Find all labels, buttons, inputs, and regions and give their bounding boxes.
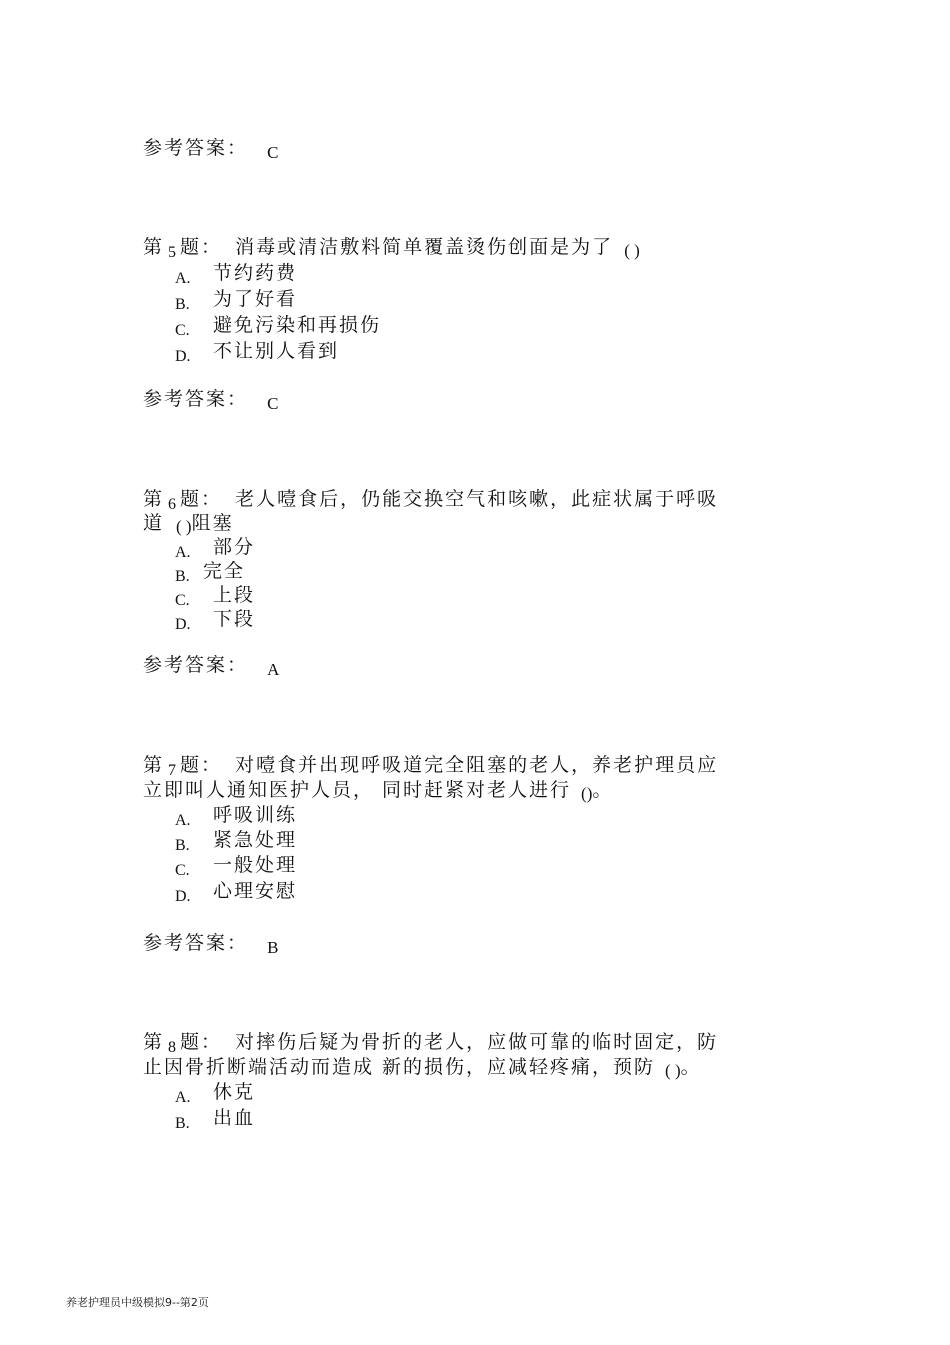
question-suffix: 题： xyxy=(180,236,223,258)
option-d xyxy=(175,604,255,631)
option-letter: D. xyxy=(175,348,191,365)
option-text: 出血 xyxy=(213,1107,256,1129)
question-suffix: 题： xyxy=(180,1031,223,1053)
option-letter: A. xyxy=(175,1089,191,1106)
option-a xyxy=(175,800,297,827)
option-letter: B. xyxy=(175,568,190,585)
question-7-stem-line1 xyxy=(143,750,718,777)
answer-value: C xyxy=(267,143,279,162)
option-letter: A. xyxy=(175,812,191,829)
answer-line-q5 xyxy=(143,384,278,411)
answer-value: C xyxy=(267,394,279,413)
question-text: 消毒或清洁敷料简单覆盖烫伤创面是为了 xyxy=(235,236,614,258)
question-text-end: 。 xyxy=(680,1056,702,1078)
question-text: 对噎食并出现呼吸道完全阻塞的老人，养老护理员应 xyxy=(235,754,719,776)
question-prefix: 第 xyxy=(143,488,165,510)
answer-label: 参考答案： xyxy=(143,654,249,676)
option-text: 下段 xyxy=(213,608,256,630)
question-text: 对摔伤后疑为骨折的老人，应做可靠的临时固定，防 xyxy=(235,1031,719,1053)
option-text: 为了好看 xyxy=(213,288,298,310)
option-letter: D. xyxy=(175,888,191,905)
question-number: 7 xyxy=(168,762,177,779)
question-suffix: 题： xyxy=(180,488,223,510)
option-b xyxy=(175,284,297,311)
option-a xyxy=(175,1077,255,1104)
question-6-stem-line2 xyxy=(143,508,234,535)
question-blank: () xyxy=(581,784,593,803)
answer-line-q6 xyxy=(143,650,279,677)
option-letter: C. xyxy=(175,592,190,609)
option-text: 部分 xyxy=(213,536,256,558)
option-b xyxy=(175,1103,255,1130)
answer-value: B xyxy=(267,938,279,957)
question-7-stem-line2 xyxy=(143,775,613,802)
question-number: 8 xyxy=(168,1039,177,1056)
option-c xyxy=(175,310,381,337)
option-c xyxy=(175,850,297,877)
option-a xyxy=(175,258,297,285)
option-text: 避免污染和再损伤 xyxy=(213,314,382,336)
option-text: 呼吸训练 xyxy=(213,804,298,826)
option-letter: B. xyxy=(175,1115,190,1132)
question-5-stem xyxy=(143,232,640,259)
option-c xyxy=(175,580,255,607)
option-letter: B. xyxy=(175,837,190,854)
question-prefix: 第 xyxy=(143,1031,165,1053)
option-text: 心理安慰 xyxy=(213,880,298,902)
question-number: 6 xyxy=(168,496,177,513)
answer-line-q4 xyxy=(143,133,278,160)
question-number: 5 xyxy=(168,244,177,261)
answer-label: 参考答案： xyxy=(143,932,249,954)
option-letter: D. xyxy=(175,616,191,633)
question-text-end: 。 xyxy=(592,779,614,801)
answer-label: 参考答案： xyxy=(143,388,249,410)
answer-label: 参考答案： xyxy=(143,137,249,159)
answer-value: A xyxy=(267,660,280,679)
option-letter: A. xyxy=(175,270,191,287)
question-text: 老人噎食后，仍能交换空气和咳嗽，此症状属于呼吸 xyxy=(235,488,719,510)
question-blank: ( ) xyxy=(665,1061,681,1080)
option-d xyxy=(175,876,297,903)
option-letter: C. xyxy=(175,322,190,339)
option-text: 节约药费 xyxy=(213,262,298,284)
option-text: 上段 xyxy=(213,584,256,606)
question-text-end: 阻塞 xyxy=(191,512,234,534)
option-letter: A. xyxy=(175,544,191,561)
answer-line-q7 xyxy=(143,928,278,955)
question-text-cont: 止因骨折断端活动而造成 新的损伤，应减轻疼痛，预防 xyxy=(143,1056,656,1078)
question-prefix: 第 xyxy=(143,754,165,776)
option-text: 休克 xyxy=(213,1081,256,1103)
option-text: 不让别人看到 xyxy=(213,340,340,362)
option-b xyxy=(175,825,297,852)
option-a xyxy=(175,532,255,559)
question-8-stem-line1 xyxy=(143,1027,718,1054)
question-text-cont: 立即叫人通知医护人员， 同时赶紧对老人进行 xyxy=(143,779,572,801)
option-text: 紧急处理 xyxy=(213,829,298,851)
question-text-cont: 道 xyxy=(143,512,165,534)
page-footer: 养老护理员中级模拟9--第2页 xyxy=(66,1296,209,1309)
option-text: 一般处理 xyxy=(213,854,298,876)
question-6-stem-line1 xyxy=(143,484,718,511)
question-suffix: 题： xyxy=(180,754,223,776)
question-blank: ( ) xyxy=(176,517,192,536)
question-blank: ( ) xyxy=(624,241,640,260)
option-b xyxy=(175,556,245,583)
option-d xyxy=(175,336,339,363)
question-8-stem-line2 xyxy=(143,1052,702,1079)
option-letter: C. xyxy=(175,862,190,879)
question-prefix: 第 xyxy=(143,236,165,258)
option-letter: B. xyxy=(175,296,190,313)
option-text: 完全 xyxy=(203,560,246,582)
